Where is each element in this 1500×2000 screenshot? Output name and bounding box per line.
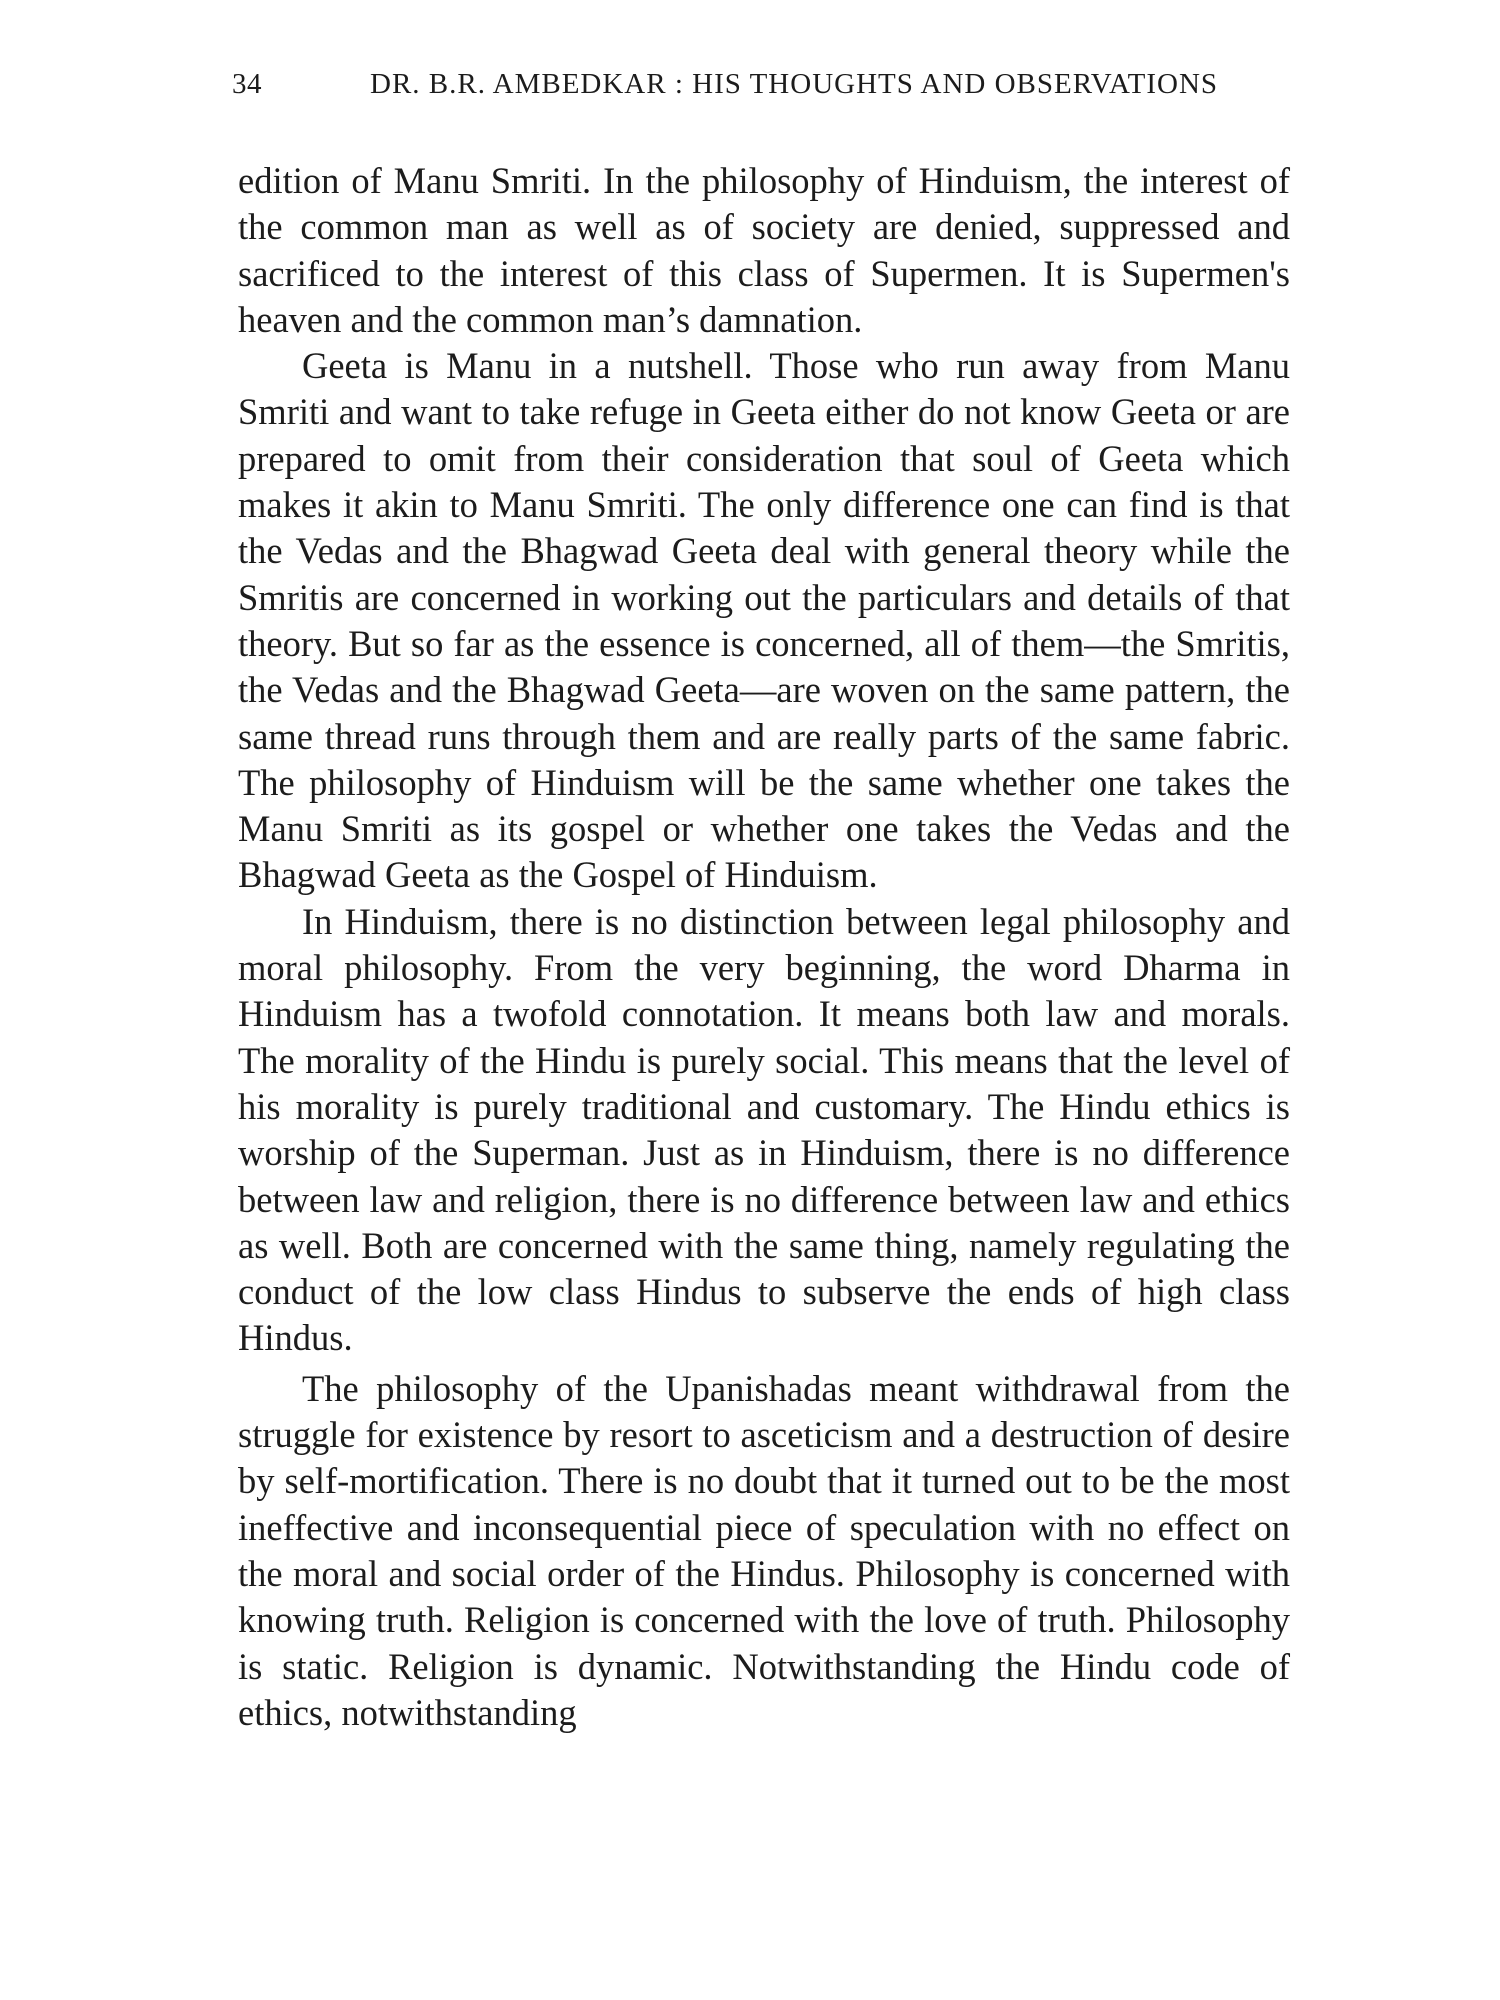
paragraph-2: Geeta is Manu in a nutshell. Those who run away from Manu Smriti and want to take refuge in Geeta either do not know Geeta or are prepared to omit from their consideration that soul of Geeta which makes it akin to Manu Smriti. The only difference one can find is that the Vedas and the Bhagwad Geeta deal with general theory while the Smritis are concerned in working out the particulars and details of that theory. But so far as the essence is concerned, all of them—the Smritis, the Vedas and the Bhagwad Geeta—are woven on the same pattern, the same thread runs through them and are really parts of the same fabric. The philosophy of Hinduism will be the same whether one takes the Manu Smriti as its gospel or whether one takes the Vedas and the Bhagwad Geeta as the Gospel of Hinduism. [238, 345, 1290, 896]
paragraph-4: The philosophy of the Upanishadas meant withdrawal from the struggle for existence by resort to asceticism and a destruction of desire by self-mortification. There is no doubt that it turned out to be the most ineffective and inconsequential piece of speculation with no effect on the moral and social order of the Hindus. Philosophy is concerned with knowing truth. Religion is concerned with the love of truth. Philosophy is static. Religion is dynamic. Notwithstanding the Hindu code of ethics, notwithstanding [238, 1367, 1290, 1733]
running-header [232, 68, 1292, 116]
page-number: 34 [232, 68, 262, 100]
paragraph-1: edition of Manu Smriti. In the philosophy of Hinduism, the interest of the common man as well as of society are denied, suppressed and sacrificed to the interest of this class of Supermen. It is Supermen's heaven and the common man’s damnation. [238, 160, 1290, 340]
body-text [238, 158, 1290, 1736]
paragraph-3: In Hinduism, there is no distinction between legal philosophy and moral philosophy. From the very beginning, the word Dharma in Hinduism has a twofold connotation. It means both law and morals. The morality of the Hindu is purely social. This means that the level of his morality is purely traditional and customary. The Hindu ethics is worship of the Superman. Just as in Hinduism, there is no difference between law and religion, there is no difference between law and ethics as well. Both are concerned with the same thing, namely regulating the conduct of the low class Hindus to subserve the ends of high class Hindus. [238, 900, 1290, 1359]
running-title: DR. B.R. AMBEDKAR : HIS THOUGHTS AND OBSERVATIONS [370, 68, 1219, 100]
